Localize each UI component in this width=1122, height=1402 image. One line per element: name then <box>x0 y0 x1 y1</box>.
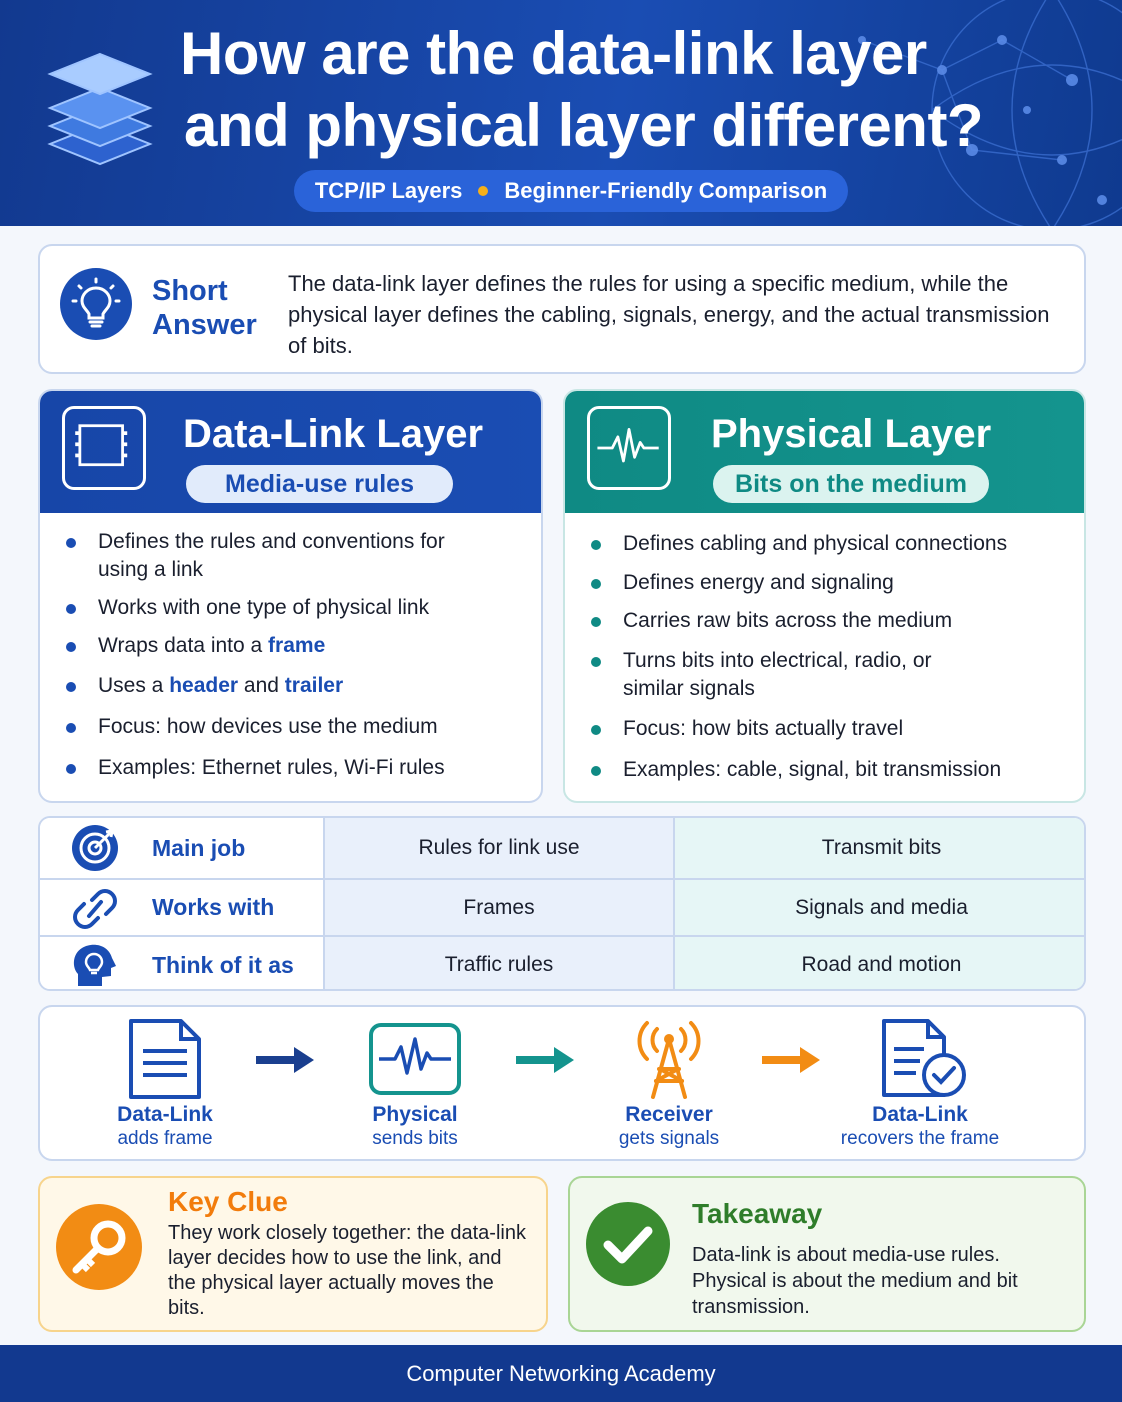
physical-cell: Road and motion <box>675 937 1086 991</box>
list-item: Turns bits into electrical, radio, or similar signals <box>623 647 963 703</box>
arrow-right-icon <box>514 1045 576 1075</box>
row-label-cell <box>40 818 325 878</box>
list-item <box>98 632 325 660</box>
data-link-title: Data-Link Layer <box>183 412 484 456</box>
row-label-cell <box>40 937 325 991</box>
tag-right: Beginner-Friendly Comparison <box>504 178 828 203</box>
short-answer-label <box>152 274 282 342</box>
tag-left: TCP/IP Layers <box>314 178 463 203</box>
highlight-trailer: trailer <box>284 674 344 697</box>
list-item: Carries raw bits across the medium <box>623 607 952 635</box>
item-text: Uses a <box>98 674 170 697</box>
dot-separator <box>478 186 488 196</box>
title-line-2: and physical layer different? <box>184 92 984 159</box>
item-text: Wraps data into a <box>98 634 269 657</box>
short-label-line1: Short <box>152 275 228 307</box>
waveform-icon <box>587 406 671 490</box>
data-link-subtitle: Media-use rules <box>186 465 453 503</box>
flow-step-title: Receiver <box>625 1103 713 1126</box>
checkmark-icon <box>586 1202 670 1286</box>
link-icon <box>68 884 122 934</box>
highlight-header: header <box>169 674 239 697</box>
flow-step-title: Data-Link <box>117 1103 213 1126</box>
footer-text: Computer Networking Academy <box>406 1360 716 1386</box>
title-line-1: How are the data-link layer <box>180 20 927 87</box>
antenna-tower-icon <box>619 1019 719 1099</box>
table-row <box>40 878 1084 935</box>
data-link-cell: Frames <box>325 880 675 935</box>
process-flow <box>38 1005 1086 1161</box>
list-item: Examples: Ethernet rules, Wi-Fi rules <box>98 754 445 782</box>
flow-step-title: Data-Link <box>872 1103 968 1126</box>
frame-icon <box>62 406 146 490</box>
list-item: Works with one type of physical link <box>98 594 429 622</box>
physical-card <box>563 389 1086 803</box>
key-clue-text: They work closely together: the data-link layer decides how to use the link, and the physical layer actually moves the bits. <box>168 1222 526 1319</box>
document-check-icon <box>870 1019 970 1099</box>
short-label-line2: Answer <box>152 309 257 341</box>
flow-step-data-link-recover <box>815 1007 1025 1163</box>
head-bulb-icon <box>68 940 122 990</box>
data-link-cell: Rules for link use <box>325 818 675 878</box>
short-answer-text: The data-link layer defines the rules for using a specific medium, while the physical layer defines the cabling, signals, energy, and the actual transmission of bits. <box>288 271 1050 358</box>
table-row <box>40 818 1084 878</box>
data-link-cell: Traffic rules <box>325 937 675 991</box>
comparison-table <box>38 816 1086 991</box>
lightbulb-icon <box>60 268 132 340</box>
list-item: Defines energy and signaling <box>623 569 894 597</box>
table-row <box>40 935 1084 991</box>
row-label-cell <box>40 880 325 935</box>
list-item: Examples: cable, signal, bit transmission <box>623 756 1001 784</box>
list-item: Focus: how devices use the medium <box>98 713 438 741</box>
arrow-right-icon <box>254 1045 316 1075</box>
data-link-header <box>40 391 541 513</box>
row-label: Works with <box>152 894 275 920</box>
physical-title: Physical Layer <box>711 412 992 456</box>
physical-cell: Transmit bits <box>675 818 1086 878</box>
flow-step-receiver <box>574 1007 764 1163</box>
data-link-card <box>38 389 543 803</box>
list-item: Defines cabling and physical connections <box>623 530 1007 558</box>
flow-step-data-link <box>70 1007 260 1163</box>
flow-step-physical <box>320 1007 510 1163</box>
layers-stack-icon <box>46 48 154 172</box>
row-label: Think of it as <box>152 951 294 978</box>
document-icon <box>115 1019 215 1099</box>
flow-step-sub: gets signals <box>618 1128 720 1149</box>
physical-subtitle: Bits on the medium <box>713 465 989 503</box>
list-item <box>98 672 343 700</box>
item-text: and <box>238 674 285 697</box>
page-title <box>180 18 1080 162</box>
arrow-right-icon <box>760 1045 822 1075</box>
flow-step-sub: recovers the frame <box>840 1128 1000 1149</box>
signal-wave-icon <box>365 1019 465 1099</box>
key-clue-title: Key Clue <box>168 1186 288 1217</box>
key-clue-box <box>38 1176 548 1332</box>
row-label: Main job <box>152 834 246 861</box>
takeaway-box <box>568 1176 1086 1332</box>
footer <box>0 1345 1122 1402</box>
physical-cell: Signals and media <box>675 880 1086 935</box>
flow-step-sub: sends bits <box>372 1128 458 1149</box>
flow-step-title: Physical <box>372 1103 458 1126</box>
list-item: Defines the rules and conventions for using a link <box>98 528 458 584</box>
tagline-pill <box>294 170 848 212</box>
short-answer-box <box>38 244 1086 374</box>
header-banner <box>0 0 1122 226</box>
takeaway-text: Data-link is about media-use rules. Physical is about the medium and bit transmission. <box>692 1244 1018 1318</box>
highlight-frame: frame <box>268 634 326 657</box>
flow-step-sub: adds frame <box>117 1128 213 1149</box>
key-icon <box>56 1204 142 1290</box>
takeaway-title: Takeaway <box>692 1198 823 1229</box>
target-icon <box>68 823 122 873</box>
physical-header <box>565 391 1084 513</box>
list-item: Focus: how bits actually travel <box>623 715 903 743</box>
